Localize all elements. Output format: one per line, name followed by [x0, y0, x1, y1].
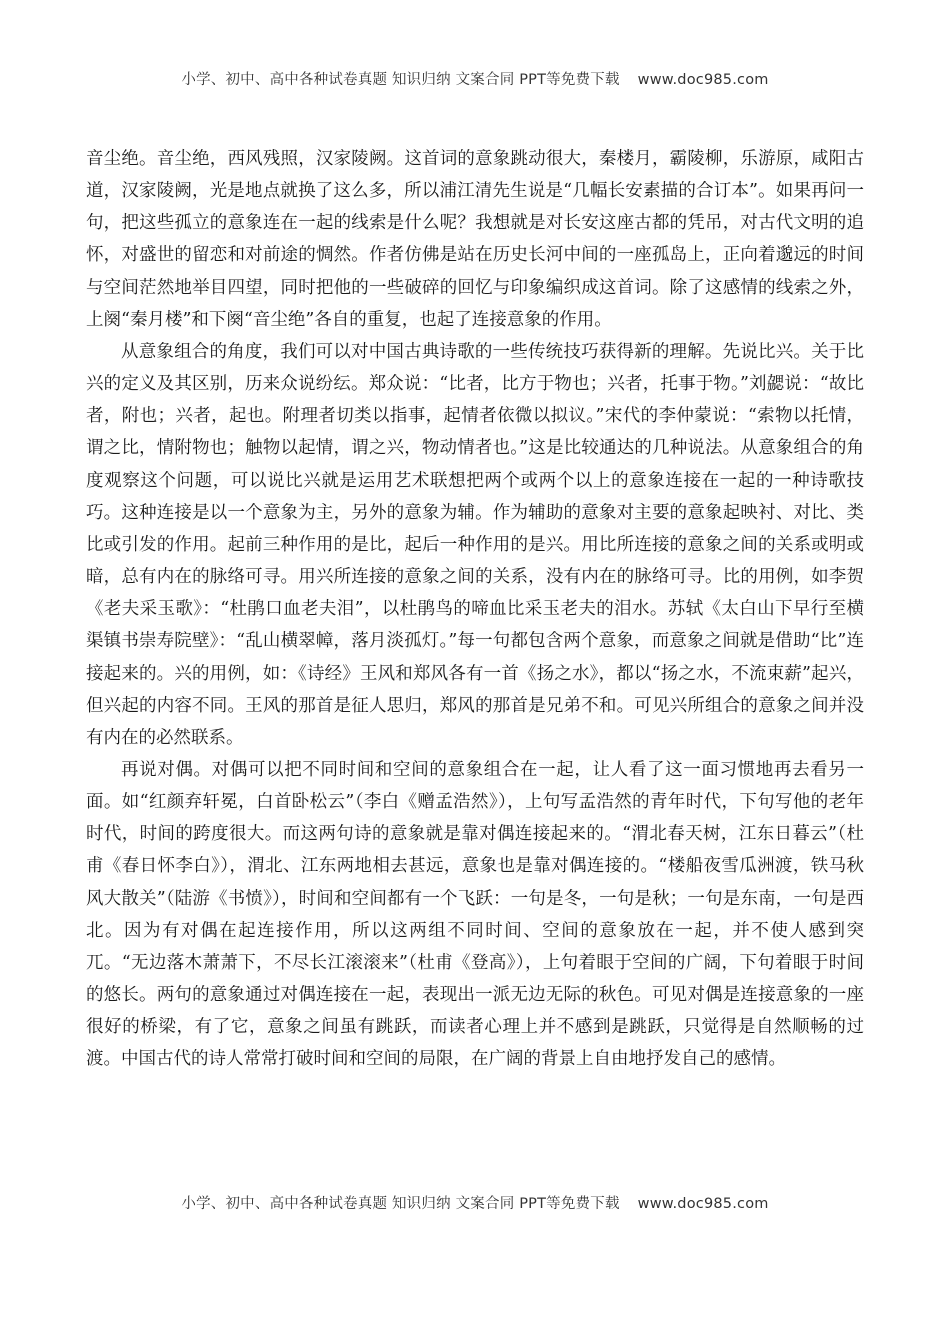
- paragraph-2: 从意象组合的角度，我们可以对中国古典诗歌的一些传统技巧获得新的理解。先说比兴。关于比兴的定义及其区别，历来众说纷纭。郑众说：“比者，比方于物也；兴者，托事于物。”刘勰说：“故比者，附也；兴者，起也。附理者切类以指事，起情者依微以拟议。”宋代的李仲蒙说：“索物以托情，谓之比，情附物也；触物以起情，谓之兴，物动情者也。”这是比较通达的几种说法。从意象组合的角度观察这个问题，可以说比兴就是运用艺术联想把两个或两个以上的意象连接在一起的一种诗歌技巧。这种连接是以一个意象为主，另外的意象为辅。作为辅助的意象对主要的意象起映衬、对比、类比或引发的作用。起前三种作用的是比，起后一种作用的是兴。用比所连接的意象之间的关系或明或暗，总有内在的脉络可寻。用兴所连接的意象之间的关系，没有内在的脉络可寻。比的用例，如李贺《老夫采玉歌》：“杜鹃口血老夫泪”，以杜鹃鸟的啼血比采玉老夫的泪水。苏轼《太白山下早行至横渠镇书崇寿院壁》：“乱山横翠幛，落月淡孤灯。”每一句都包含两个意象，而意象之间就是借助“比”连接起来的。兴的用例，如：《诗经》王风和郑风各有一首《扬之水》，都以“扬之水，不流束薪”起兴，但兴起的内容不同。王风的那首是征人思归，郑风的那首是兄弟不和。可见兴所组合的意象之间并没有内在的必然联系。: [86, 341, 864, 748]
- header-url: www.doc985.com: [637, 72, 769, 88]
- footer-text: 小学、初中、高中各种试卷真题 知识归纳 文案合同 PPT等免费下载: [181, 1196, 620, 1212]
- page-header: [0, 68, 950, 89]
- paragraph-1: 音尘绝。音尘绝，西风残照，汉家陵阙。这首词的意象跳动很大，秦楼月，霸陵柳，乐游原，咸阳古道，汉家陵阙，光是地点就换了这么多，所以浦江清先生说是“几幅长安素描的合订本”。如果再问一句，把这些孤立的意象连在一起的线索是什么呢？我想就是对长安这座古都的凭吊，对古代文明的追怀，对盛世的留恋和对前途的惆然。作者仿佛是站在历史长河中间的一座孤岛上，正向着邈远的时间与空间茫然地举目四望，同时把他的一些破碎的回忆与印象编织成这首词。除了这感情的线索之外，上阕“秦月楼”和下阕“音尘绝”各自的重复，也起了连接意象的作用。: [86, 149, 864, 330]
- paragraph-3: 再说对偶。对偶可以把不同时间和空间的意象组合在一起，让人看了这一面习惯地再去看另一面。如“红颜弃轩冕，白首卧松云”（李白《赠孟浩然》），上句写孟浩然的青年时代，下句写他的老年时代，时间的跨度很大。而这两句诗的意象就是靠对偶连接起来的。“渭北春天树，江东日暮云”（杜甫《春日怀李白》），渭北、江东两地相去甚远，意象也是靠对偶连接的。“楼船夜雪瓜洲渡，铁马秋风大散关”（陆游《书愤》），时间和空间都有一个飞跃：一句是冬，一句是秋；一句是东南，一句是西北。因为有对偶在起连接作用，所以这两组不同时间、空间的意象放在一起，并不使人感到突兀。“无边落木萧萧下，不尽长江滚滚来”（杜甫《登高》），上句着眼于空间的广阔，下句着眼于时间的悠长。两句的意象通过对偶连接在一起，表现出一派无边无际的秋色。可见对偶是连接意象的一座很好的桥梁，有了它，意象之间虽有跳跃，而读者心理上并不感到是跳跃，只觉得是自然顺畅的过渡。中国古代的诗人常常打破时间和空间的局限，在广阔的背景上自由地抒发自己的感情。: [86, 759, 864, 1070]
- page-footer: [0, 1192, 950, 1213]
- footer-url: www.doc985.com: [637, 1196, 769, 1212]
- header-text: 小学、初中、高中各种试卷真题 知识归纳 文案合同 PPT等免费下载: [181, 72, 620, 88]
- article-body: [86, 143, 864, 1076]
